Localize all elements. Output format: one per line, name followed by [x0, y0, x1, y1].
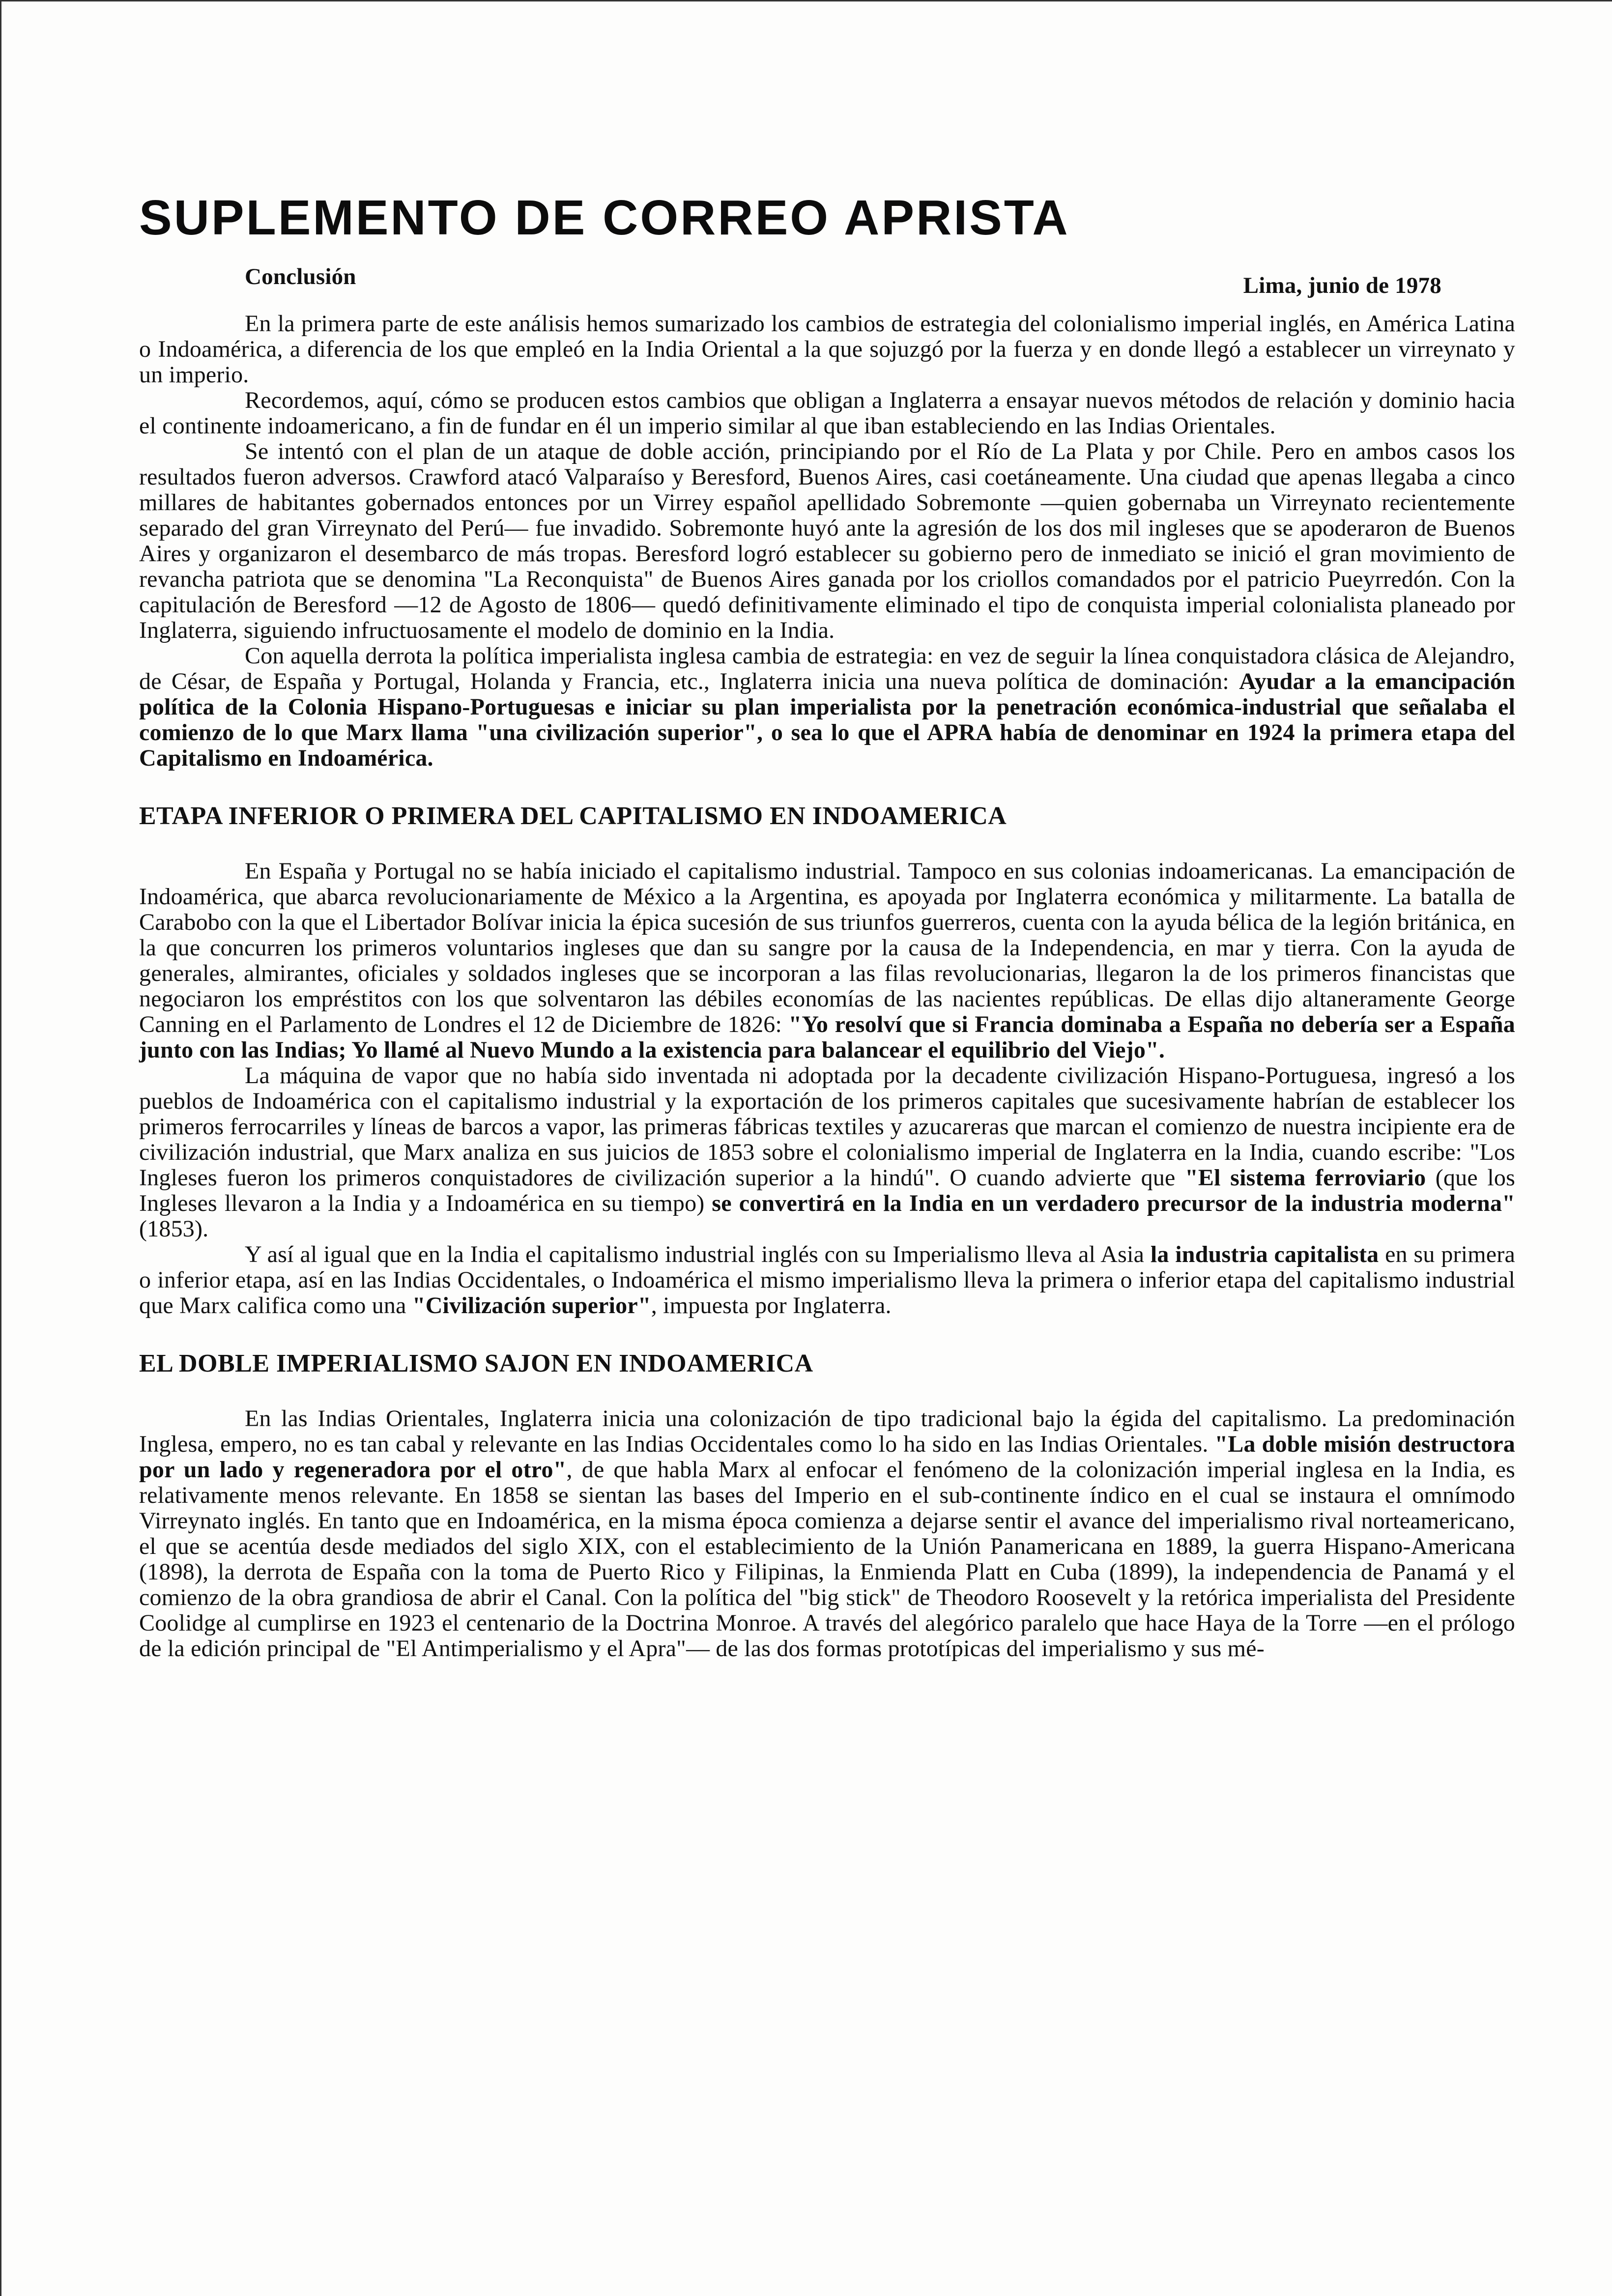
- paragraph-text: Y así al igual que en la India el capitalismo industrial inglés con su Imperialismo lleva al Asia: [245, 1241, 1151, 1267]
- paragraph-text: (que los Ingleses llevaron a la India y a Indoamérica en su tiempo): [139, 1165, 1516, 1216]
- paragraph: Se intentó con el plan de un ataque de doble acción, principiando por el Río de La Plata y por Chile. Pero en ambos casos los resultados fueron adversos. Crawford atacó Valparaíso y Beresford, Buenos Aires, casi coetáneamente. Una ciudad que apenas llegaba a cinco millares de habitantes gobernados entonces por un Virrey español apellidado Sobremonte —quien gobernaba un Virreynato recientemente separado del gran Virreynato del Perú— fue invadido. Sobremonte huyó ante la agresión de los dos mil ingleses que se apoderaron de Buenos Aires y organizaron el desembarco de más tropas. Beresford logró establecer su gobierno pero de inmediato se inició el gran movimiento de revancha patriota que se denomina "La Reconquista" de Buenos Aires ganada por los criollos comandados por el patricio Pueyrredón. Con la capitulación de Beresford —12 de Agosto de 1806— quedó definitivamente eliminado el tipo de conquista imperial colonialista planeado por Inglaterra, siguiendo infructuosamente el modelo de dominio en la India.: [139, 438, 1515, 643]
- bold-text: se convertirá en la India en un verdadero precursor de la industria moderna": [712, 1190, 1515, 1216]
- paragraph-text: En España y Portugal no se había iniciado el capitalismo industrial. Tampoco en sus colonias indoamericanas. La emancipación de Indoamérica, que abarca revolucionariamente de México a la Argentina, es apoyada por Inglaterra económica y militarmente. La batalla de Carabobo con la que el Libertador Bolívar inicia la épica sucesión de sus triunfos guerreros, cuenta con la ayuda bélica de la legión británica, en la que concurren los primeros voluntarios ingleses que dan su sangre por la causa de la Independencia, en mar y tierra. Con la ayuda de generales, almirantes, oficiales y soldados ingleses que se incorporan a las filas revolucionarias, llegaron la de los primeros financistas que negociaron los empréstitos con los que solventaron las débiles economías de las nacientes repúblicas. De ellas dijo altaneramente George Canning en el Parlamento de Londres el 12 de Diciembre de 1826:: [139, 858, 1515, 1037]
- paragraph: [139, 1406, 1515, 1662]
- paragraph-text: , de que habla Marx al enfocar el fenómeno de la colonización imperial inglesa en la India, es relativamente menos relevante. En 1858 se sientan las bases del Imperio en el sub-continente índico en el cual se instaura el omnímodo Virreynato inglés. En tanto que en Indoamérica, en la misma época comienza a dejarse sentir el avance del imperialismo rival norteamericano, el que se acentúa desde mediados del siglo XIX, con el establecimiento de la Unión Panamericana en 1889, la guerra Hispano-Americana (1898), la derrota de España con la toma de Puerto Rico y Filipinas, la Enmienda Platt en Cuba (1899), la independencia de Panamá y el comienzo de la obra grandiosa de abrir el Canal. Con la política del "big stick" de Theodoro Roosevelt y la retórica imperialista del Presidente Coolidge al cumplirse en 1923 el centenario de la Doctrina Monroe. A través del alegórico paralelo que hace Haya de la Torre —en el prólogo de la edición principal de "El Antimperialismo y el Apra"— de las dos formas prototípicas del imperialismo y sus mé-: [139, 1457, 1515, 1662]
- paragraph-text: (1853).: [139, 1216, 209, 1242]
- meta-line: [139, 262, 1515, 300]
- section-label: Conclusión: [245, 264, 356, 289]
- date-line: Lima, junio de 1978: [1243, 273, 1441, 298]
- bold-text: "Civilización superior": [412, 1292, 651, 1319]
- paragraph: En la primera parte de este análisis hemos sumarizado los cambios de estrategia del colonialismo imperial inglés, en América Latina o Indoamérica, a diferencia de los que empleó en la India Oriental a la que sojuzgó por la fuerza y en donde llegó a establecer un virreynato y un imperio.: [139, 311, 1515, 388]
- paragraph-text: en su primera o inferior etapa, así en las Indias Occidentales, o Indoamérica el mismo imperialismo lleva la primera o inferior etapa del capitalismo industrial que Marx califica como una: [139, 1241, 1515, 1319]
- paragraph-text: , impuesta por Inglaterra.: [651, 1292, 892, 1319]
- page-title: SUPLEMENTO DE CORREO APRISTA: [139, 190, 1070, 245]
- bold-text: la industria capitalista: [1150, 1241, 1379, 1267]
- section-heading: ETAPA INFERIOR O PRIMERA DEL CAPITALISMO EN INDOAMERICA: [139, 802, 1007, 830]
- section-heading: EL DOBLE IMPERIALISMO SAJON EN INDOAMERICA: [139, 1349, 813, 1378]
- document-body: [139, 188, 1515, 1662]
- bold-text: "La doble misión destructora por un lado y regeneradora por el otro": [139, 1431, 1515, 1483]
- paragraph-text: En las Indias Orientales, Inglaterra inicia una colonización de tipo tradicional bajo la égida del capitalismo. La predominación Inglesa, empero, no es tan cabal y relevante en las Indias Occidentales como lo ha sido en las Indias Orientales.: [139, 1406, 1515, 1457]
- paragraph: Recordemos, aquí, cómo se producen estos cambios que obligan a Inglaterra a ensayar nuevos métodos de relación y dominio hacia el continente indoamericano, a fin de fundar en él un imperio similar al que iban estableciendo en las Indias Orientales.: [139, 387, 1515, 439]
- paragraph: [139, 1063, 1515, 1242]
- bold-text: Ayudar a la emancipación política de la Colonia Hispano-Portuguesas e iniciar su plan imperialista por la penetración económica-industrial que señalaba el comienzo de lo que Marx llama "una civilización superior", o sea lo que el APRA había de denominar en 1924 la primera etapa del Capitalismo en Indoamérica.: [139, 668, 1515, 771]
- paragraph-text: Con aquella derrota la política imperialista inglesa cambia de estrategia: en vez de seguir la línea conquistadora clásica de Alejandro, de César, de España y Portugal, Holanda y Francia, etc., Inglaterra inicia una nueva política de dominación:: [139, 643, 1515, 694]
- paragraph: [139, 859, 1515, 1063]
- bold-text: "Yo resolví que si Francia dominaba a España no debería ser a España junto con las Indias; Yo llamé al Nuevo Mundo a la existencia para balancear el equilibrio del Viejo".: [139, 1011, 1515, 1063]
- paragraph: [139, 643, 1515, 771]
- paragraph-text: La máquina de vapor que no había sido inventada ni adoptada por la decadente civilización Hispano-Portuguesa, ingresó a los pueblos de Indoamérica con el capitalismo industrial y la exportación de los primeros capitales que sucesivamente habrían de establecer los primeros ferrocarriles y líneas de barcos a vapor, las primeras fábricas textiles y azucareras que marcan el comienzo de nuestra incipiente era de civilización industrial, que Marx analiza en sus juicios de 1853 sobre el colonialismo imperial de Inglaterra en la India, cuando escribe: "Los Ingleses fueron los primeros conquistadores de civilización superior a la hindú". O cuando advierte que: [139, 1062, 1515, 1191]
- bold-text: "El sistema ferroviario: [1185, 1165, 1426, 1191]
- paragraph: [139, 1242, 1515, 1319]
